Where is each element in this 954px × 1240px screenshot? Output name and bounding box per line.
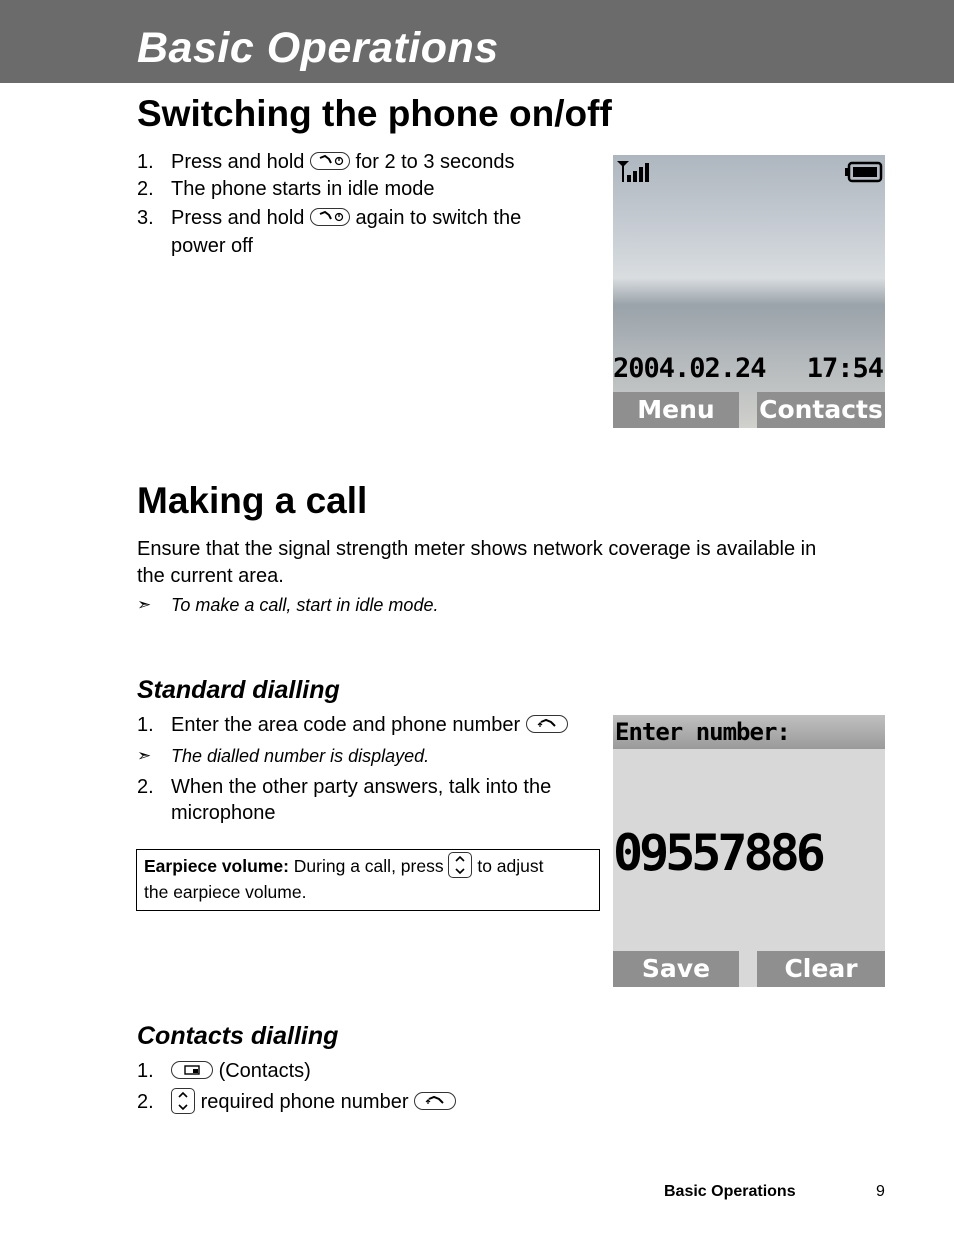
step-text: When the other party answers, talk into the (171, 776, 552, 798)
note-arrow-icon: ➣ (137, 595, 152, 614)
header-banner (0, 0, 954, 83)
step-number: 2. (137, 178, 154, 200)
note-text: To make a call, start in idle mode. (171, 595, 439, 615)
step-text: Enter the area code and phone number (171, 712, 568, 738)
step-number: 3. (137, 207, 154, 229)
step-number: 1. (137, 151, 154, 173)
step-text: required phone number (171, 1089, 456, 1116)
section-heading-making-call: Making a call (137, 480, 368, 521)
dialled-number: 09557886 (613, 824, 822, 882)
up-down-navigation-key-icon (171, 1088, 195, 1114)
chapter-title: Basic Operations (137, 24, 499, 72)
battery-icon (845, 163, 881, 181)
subheading-contacts-dialling: Contacts dialling (137, 1022, 339, 1050)
enter-number-prompt: Enter number: (615, 718, 790, 746)
right-soft-key-icon (171, 1061, 213, 1079)
section-heading-switching: Switching the phone on/off (137, 93, 612, 134)
idle-screen-image (613, 155, 885, 428)
step-text: Press and hold for 2 to 3 seconds (171, 151, 515, 173)
send-key-icon (526, 715, 568, 733)
tip-text: Earpiece volume: During a call, press to adjust the earpiece volume. (144, 854, 594, 904)
dialling-screen-image (613, 715, 885, 987)
intro-text-continued: the current area. (137, 565, 284, 587)
page-number: 9 (876, 1183, 885, 1200)
end-power-key-icon (310, 208, 350, 226)
save-softkey[interactable]: Save (613, 951, 739, 987)
send-key-icon (414, 1092, 456, 1110)
prompt-bar (613, 715, 885, 749)
status-bar (613, 155, 885, 195)
subheading-standard-dialling: Standard dialling (137, 676, 340, 704)
note-arrow-icon: ➣ (137, 746, 152, 765)
signal-strength-icon (617, 161, 649, 182)
note-text: The dialled number is displayed. (171, 746, 430, 766)
step-number: 2. (137, 776, 154, 798)
idle-time: 17:54 (806, 353, 883, 384)
step-text-continued: microphone (171, 802, 276, 824)
step-number: 1. (137, 714, 154, 736)
step-text: Press and hold again to switch the (171, 207, 522, 229)
intro-text: Ensure that the signal strength meter shows network coverage is available in (137, 538, 817, 560)
step-number: 1. (137, 1060, 154, 1082)
idle-date: 2004.02.24 (613, 353, 766, 384)
menu-softkey[interactable]: Menu (613, 392, 739, 428)
footer-section-title: Basic Operations (664, 1183, 796, 1200)
step-text: The phone starts in idle mode (171, 178, 435, 200)
clear-softkey[interactable]: Clear (757, 951, 885, 987)
tip-box (136, 849, 600, 911)
contacts-softkey[interactable]: Contacts (757, 392, 885, 428)
up-down-navigation-key-icon (448, 852, 472, 878)
step-number: 2. (137, 1091, 154, 1113)
step-text-continued: power off (171, 235, 253, 257)
step-text: (Contacts) (171, 1058, 311, 1084)
end-power-key-icon (310, 152, 350, 170)
